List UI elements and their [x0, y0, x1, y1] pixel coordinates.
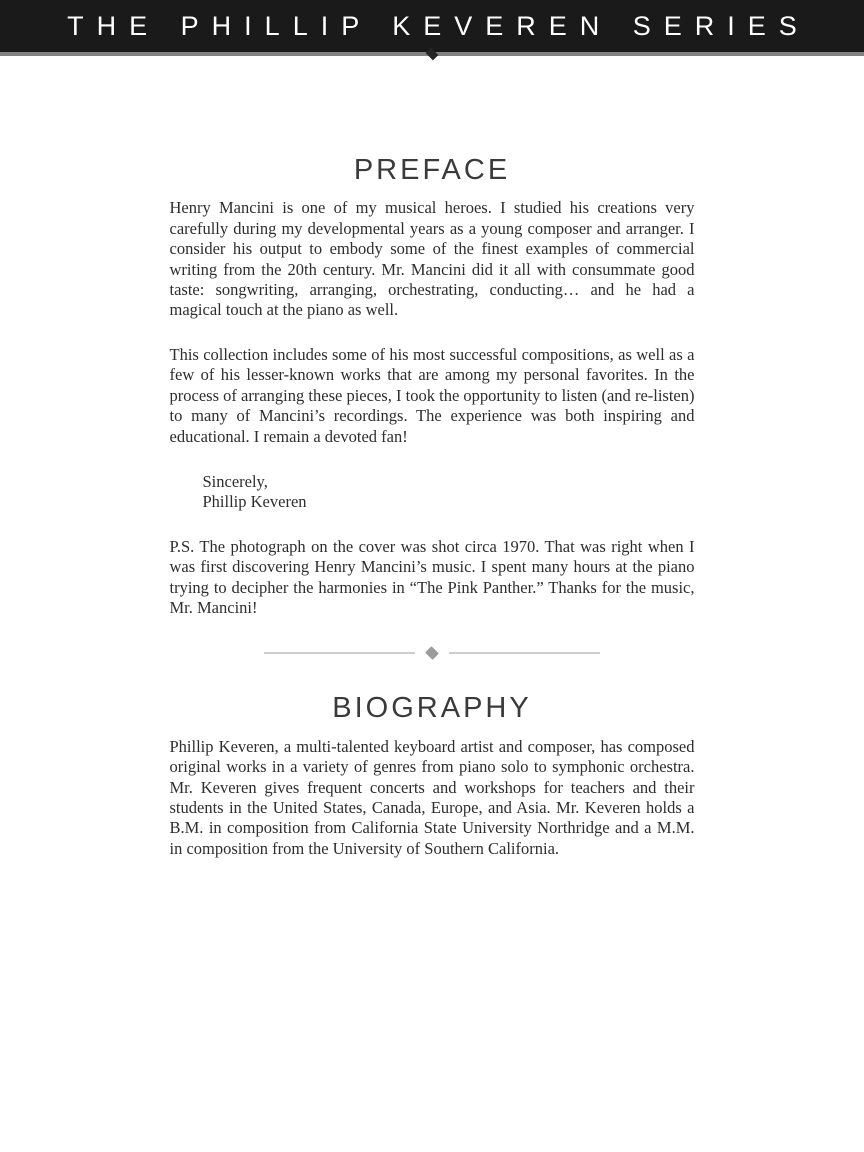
divider-line-right	[449, 652, 600, 654]
page-content	[170, 155, 695, 859]
signoff-block	[170, 472, 695, 513]
series-header-bar	[0, 0, 864, 52]
preface-paragraph-2: This collection includes some of his most successful compositions, as well as a few of his lesser-known works that are among my personal favorites. In the process of arranging these pieces, I took the opportunity to listen (and re-listen) to many of Mancini’s recordings. The experience was both inspiring and educational. I remain a devoted fan!	[169, 344, 695, 446]
preface-paragraph-1: Henry Mancini is one of my musical heroes. I studied his creations very carefully during my developmental years as a young composer and arranger. I consider his output to embody some of the finest examples of commercial writing from the 20th century. Mr. Mancini did it all with consummate good taste: songwriting, arranging, orchestrating, conducting… and he had a magical touch at the piano as well.	[169, 198, 695, 320]
diamond-icon	[425, 646, 439, 660]
header-rule	[0, 52, 864, 56]
preface-heading: PREFACE	[353, 154, 511, 186]
biography-heading: BIOGRAPHY	[332, 692, 532, 725]
biography-paragraph: Phillip Keveren, a multi-talented keyboard artist and composer, has composed original works in a variety of genres from piano solo to symphonic orchestra. Mr. Keveren gives frequent concerts and workshops for teachers and their students in the United States, Canada, Europe, and Asia. Mr. Keveren holds a B.M. in composition from California State University Northridge and a M.M. in composition from the University of Southern California.	[169, 736, 695, 858]
signoff-line-1: Sincerely,	[202, 471, 268, 491]
signoff-line-2: Phillip Keveren	[202, 492, 307, 512]
divider-line-left	[264, 652, 415, 654]
series-title: THE PHILLIP KEVEREN SERIES	[67, 10, 810, 41]
section-divider	[264, 647, 600, 659]
postscript-paragraph: P.S. The photograph on the cover was shot circa 1970. That was right when I was first discovering Henry Mancini’s music. I spent many hours at the piano trying to decipher the harmonies in “The Pink Panther.” Thanks for the music, Mr. Mancini!	[169, 536, 695, 617]
